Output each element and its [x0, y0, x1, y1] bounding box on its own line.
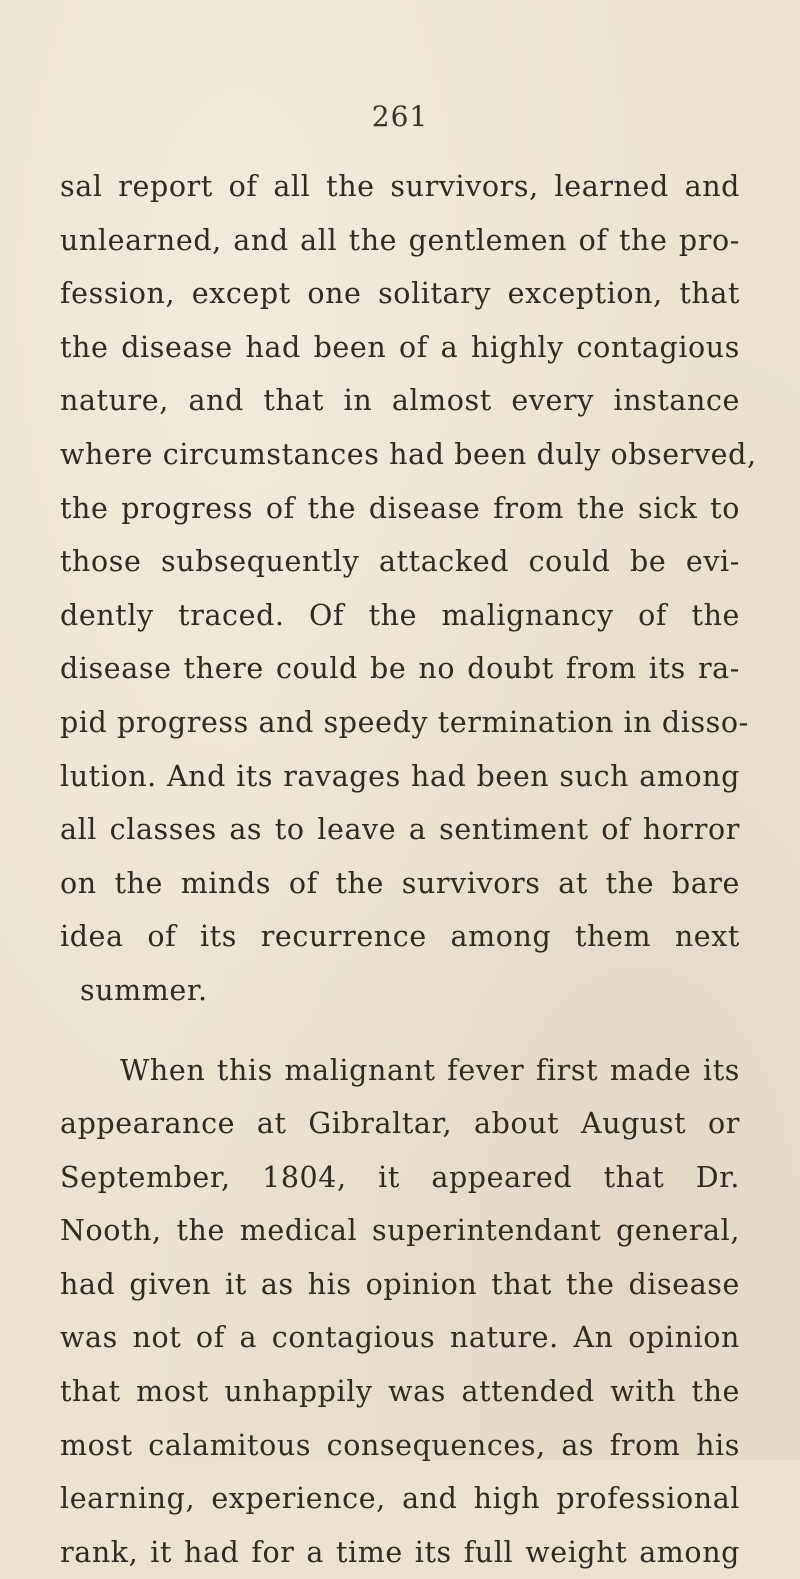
text-line: September, 1804, it appeared that Dr. [60, 1151, 740, 1205]
text-line: idea of its recurrence among them next [60, 910, 740, 964]
text-line: on the minds of the survivors at the bare [60, 857, 740, 911]
text-line: sal report of all the survivors, learned and [60, 160, 740, 214]
paragraph-1 [60, 160, 740, 1018]
text-line: those subsequently attacked could be evi- [60, 535, 740, 589]
text-line: all classes as to leave a sentiment of horror [60, 803, 740, 857]
text-line: where circumstances had been duly observed, [60, 428, 740, 482]
text-line: disease there could be no doubt from its ra- [60, 642, 740, 696]
text-line: learning, experience, and high professional [60, 1472, 740, 1526]
text-line: Nooth, the medical superintendant general, [60, 1204, 740, 1258]
text-line: dently traced. Of the malignancy of the [60, 589, 740, 643]
text-line: the disease had been of a highly contagious [60, 321, 740, 375]
text-line: When this malignant fever first made its [60, 1044, 740, 1098]
text-line: most calamitous consequences, as from his [60, 1419, 740, 1473]
text-line: summer. [60, 964, 740, 1018]
text-line: nature, and that in almost every instance [60, 374, 740, 428]
text-line: fession, except one solitary exception, that [60, 267, 740, 321]
text-line: appearance at Gibraltar, about August or [60, 1097, 740, 1151]
text-line: lution. And its ravages had been such among [60, 750, 740, 804]
text-line: the progress of the disease from the sick to [60, 482, 740, 536]
text-line: had given it as his opinion that the disease [60, 1258, 740, 1312]
text-line: pid progress and speedy termination in disso- [60, 696, 740, 750]
paragraph-gap [60, 1018, 740, 1044]
body-text [60, 160, 740, 1579]
text-line: was not of a contagious nature. An opinion [60, 1311, 740, 1365]
text-line: unlearned, and all the gentlemen of the pro- [60, 214, 740, 268]
page-number: 261 [0, 100, 800, 133]
text-line: that most unhappily was attended with the [60, 1365, 740, 1419]
text-line: rank, it had for a time its full weight among [60, 1526, 740, 1579]
paragraph-2 [60, 1044, 740, 1579]
